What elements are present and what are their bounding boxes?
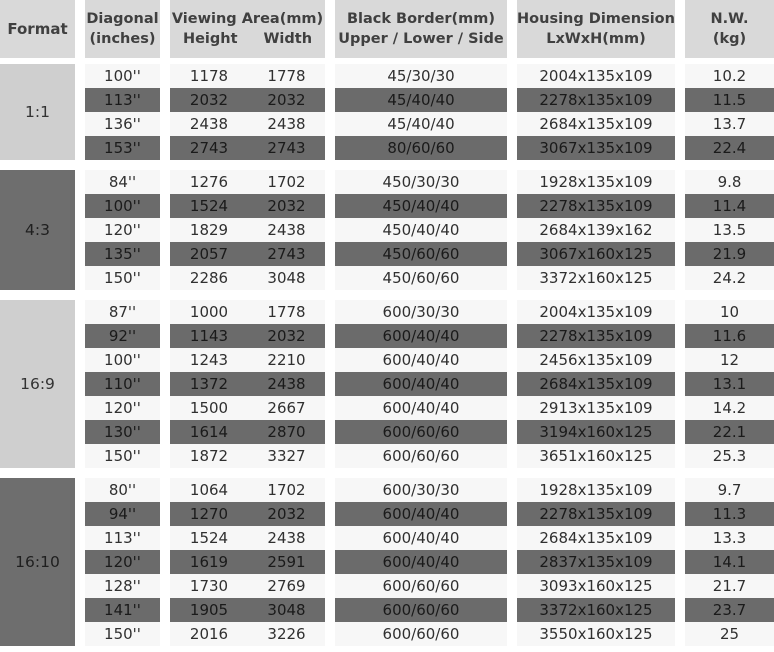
diagonal-cell: 110'' (85, 372, 160, 396)
height-value: 2286 (189, 269, 229, 287)
format-cell: 4:3 (0, 170, 75, 290)
header-nw-line2: (kg) (712, 31, 747, 47)
housing-dimension-cell: 2278x135x109 (517, 194, 675, 218)
header-housing-line2: LxWxH(mm) (546, 31, 646, 47)
black-border-cell: 450/60/60 (335, 266, 507, 290)
width-value: 2438 (267, 529, 306, 547)
height-value: 1524 (189, 197, 229, 215)
diagonal-cell: 100'' (85, 348, 160, 372)
viewing-area-cell (170, 478, 325, 502)
header-housing-dimension (517, 0, 675, 58)
diagonal-cell: 128'' (85, 574, 160, 598)
viewing-area-cell (170, 218, 325, 242)
height-value: 1372 (189, 375, 229, 393)
height-value: 1178 (189, 67, 229, 85)
viewing-area-cell (170, 502, 325, 526)
housing-dimension-cell: 1928x135x109 (517, 170, 675, 194)
height-value: 2057 (189, 245, 229, 263)
housing-dimension-cell: 3067x135x109 (517, 136, 675, 160)
black-border-cell: 600/60/60 (335, 622, 507, 646)
format-cell: 16:9 (0, 300, 75, 468)
viewing-area-cell (170, 242, 325, 266)
net-weight-cell: 12 (685, 348, 774, 372)
housing-dimension-cell: 2684x135x109 (517, 112, 675, 136)
height-value: 1829 (189, 221, 229, 239)
diagonal-cell: 84'' (85, 170, 160, 194)
height-value: 2743 (189, 139, 229, 157)
header-housing-line1: Housing Dimension (517, 11, 675, 27)
black-border-cell: 600/40/40 (335, 324, 507, 348)
viewing-area-cell (170, 396, 325, 420)
housing-dimension-cell: 2837x135x109 (517, 550, 675, 574)
black-border-cell: 450/40/40 (335, 194, 507, 218)
black-border-cell: 600/60/60 (335, 574, 507, 598)
diagonal-cell: 141'' (85, 598, 160, 622)
width-value: 2032 (267, 505, 306, 523)
diagonal-cell: 130'' (85, 420, 160, 444)
header-viewing-area (170, 0, 325, 58)
diagonal-cell: 100'' (85, 194, 160, 218)
diagonal-cell: 87'' (85, 300, 160, 324)
width-value: 2210 (267, 351, 306, 369)
height-value: 1872 (189, 447, 229, 465)
height-value: 1143 (189, 327, 229, 345)
black-border-cell: 600/40/40 (335, 526, 507, 550)
diagonal-cell: 150'' (85, 266, 160, 290)
diagonal-cell: 94'' (85, 502, 160, 526)
viewing-area-cell (170, 348, 325, 372)
viewing-area-cell (170, 324, 325, 348)
diagonal-cell: 150'' (85, 444, 160, 468)
header-border-line2: Upper / Lower / Side (338, 31, 504, 47)
net-weight-cell: 9.8 (685, 170, 774, 194)
diagonal-cell: 120'' (85, 396, 160, 420)
diagonal-cell: 92'' (85, 324, 160, 348)
width-value: 2438 (267, 115, 306, 133)
header-border-line1: Black Border(mm) (346, 11, 496, 27)
viewing-area-cell (170, 574, 325, 598)
housing-dimension-cell: 2684x139x162 (517, 218, 675, 242)
viewing-area-cell (170, 300, 325, 324)
viewing-area-cell (170, 266, 325, 290)
header-net-weight (685, 0, 774, 58)
housing-dimension-cell: 3194x160x125 (517, 420, 675, 444)
net-weight-cell: 10 (685, 300, 774, 324)
width-value: 1778 (267, 67, 306, 85)
height-value: 1730 (189, 577, 229, 595)
housing-dimension-cell: 3372x160x125 (517, 598, 675, 622)
black-border-cell: 450/60/60 (335, 242, 507, 266)
height-value: 1614 (189, 423, 229, 441)
net-weight-cell: 11.4 (685, 194, 774, 218)
height-value: 2032 (189, 91, 229, 109)
housing-dimension-cell: 2278x135x109 (517, 88, 675, 112)
housing-dimension-cell: 2004x135x109 (517, 64, 675, 88)
viewing-area-cell (170, 526, 325, 550)
housing-dimension-cell: 2913x135x109 (517, 396, 675, 420)
width-value: 2870 (267, 423, 306, 441)
black-border-cell: 600/40/40 (335, 396, 507, 420)
width-value: 3048 (267, 601, 306, 619)
viewing-area-cell (170, 88, 325, 112)
header-format (0, 0, 75, 58)
viewing-area-cell (170, 444, 325, 468)
width-value: 2591 (267, 553, 306, 571)
diagonal-cell: 136'' (85, 112, 160, 136)
net-weight-cell: 24.2 (685, 266, 774, 290)
width-value: 2438 (267, 221, 306, 239)
housing-dimension-cell: 2278x135x109 (517, 502, 675, 526)
housing-dimension-cell: 2004x135x109 (517, 300, 675, 324)
diagonal-cell: 153'' (85, 136, 160, 160)
width-value: 2743 (267, 139, 306, 157)
black-border-cell: 45/40/40 (335, 112, 507, 136)
header-width: Width (263, 31, 313, 47)
black-border-cell: 450/40/40 (335, 218, 507, 242)
diagonal-cell: 100'' (85, 64, 160, 88)
black-border-cell: 600/60/60 (335, 444, 507, 468)
width-value: 1778 (267, 303, 306, 321)
viewing-area-cell (170, 112, 325, 136)
net-weight-cell: 14.1 (685, 550, 774, 574)
width-value: 3226 (267, 625, 306, 643)
width-value: 2032 (267, 91, 306, 109)
viewing-area-cell (170, 550, 325, 574)
black-border-cell: 600/40/40 (335, 348, 507, 372)
header-nw-line1: N.W. (710, 11, 749, 27)
net-weight-cell: 13.5 (685, 218, 774, 242)
width-value: 2667 (267, 399, 306, 417)
black-border-cell: 45/40/40 (335, 88, 507, 112)
net-weight-cell: 13.7 (685, 112, 774, 136)
black-border-cell: 600/60/60 (335, 420, 507, 444)
viewing-area-cell (170, 170, 325, 194)
housing-dimension-cell: 3372x160x125 (517, 266, 675, 290)
viewing-area-cell (170, 622, 325, 646)
header-black-border (335, 0, 507, 58)
header-diagonal (85, 0, 160, 58)
net-weight-cell: 11.3 (685, 502, 774, 526)
housing-dimension-cell: 2456x135x109 (517, 348, 675, 372)
black-border-cell: 600/40/40 (335, 372, 507, 396)
black-border-cell: 600/40/40 (335, 550, 507, 574)
housing-dimension-cell: 3067x160x125 (517, 242, 675, 266)
black-border-cell: 80/60/60 (335, 136, 507, 160)
format-cell: 1:1 (0, 64, 75, 160)
net-weight-cell: 11.6 (685, 324, 774, 348)
black-border-cell: 600/30/30 (335, 300, 507, 324)
diagonal-cell: 150'' (85, 622, 160, 646)
width-value: 2032 (267, 327, 306, 345)
diagonal-cell: 120'' (85, 218, 160, 242)
net-weight-cell: 14.2 (685, 396, 774, 420)
net-weight-cell: 13.3 (685, 526, 774, 550)
diagonal-cell: 135'' (85, 242, 160, 266)
net-weight-cell: 10.2 (685, 64, 774, 88)
diagonal-cell: 120'' (85, 550, 160, 574)
diagonal-cell: 80'' (85, 478, 160, 502)
housing-dimension-cell: 2684x135x109 (517, 526, 675, 550)
width-value: 1702 (267, 173, 306, 191)
black-border-cell: 450/30/30 (335, 170, 507, 194)
black-border-cell: 600/40/40 (335, 502, 507, 526)
width-value: 2743 (267, 245, 306, 263)
viewing-area-cell (170, 194, 325, 218)
height-value: 1000 (189, 303, 229, 321)
height-value: 1524 (189, 529, 229, 547)
header-diagonal-line1: Diagonal (86, 11, 159, 27)
viewing-area-cell (170, 420, 325, 444)
net-weight-cell: 9.7 (685, 478, 774, 502)
width-value: 2769 (267, 577, 306, 595)
housing-dimension-cell: 3550x160x125 (517, 622, 675, 646)
width-value: 2032 (267, 197, 306, 215)
net-weight-cell: 13.1 (685, 372, 774, 396)
net-weight-cell: 21.9 (685, 242, 774, 266)
height-value: 1064 (189, 481, 229, 499)
width-value: 3327 (267, 447, 306, 465)
black-border-cell: 45/30/30 (335, 64, 507, 88)
viewing-area-cell (170, 372, 325, 396)
net-weight-cell: 22.1 (685, 420, 774, 444)
width-value: 1702 (267, 481, 306, 499)
viewing-area-cell (170, 64, 325, 88)
height-value: 1276 (189, 173, 229, 191)
height-value: 1243 (189, 351, 229, 369)
height-value: 2016 (189, 625, 229, 643)
header-height: Height (182, 31, 238, 47)
net-weight-cell: 25 (685, 622, 774, 646)
net-weight-cell: 25.3 (685, 444, 774, 468)
housing-dimension-cell: 3093x160x125 (517, 574, 675, 598)
width-value: 3048 (267, 269, 306, 287)
width-value: 2438 (267, 375, 306, 393)
viewing-area-cell (170, 598, 325, 622)
header-diagonal-line2: (inches) (89, 31, 156, 47)
net-weight-cell: 22.4 (685, 136, 774, 160)
diagonal-cell: 113'' (85, 88, 160, 112)
net-weight-cell: 21.7 (685, 574, 774, 598)
housing-dimension-cell: 1928x135x109 (517, 478, 675, 502)
black-border-cell: 600/60/60 (335, 598, 507, 622)
header-format-label: Format (7, 20, 68, 38)
net-weight-cell: 11.5 (685, 88, 774, 112)
format-cell: 16:10 (0, 478, 75, 646)
header-viewing-area-title: Viewing Area(mm) (171, 11, 324, 27)
viewing-area-cell (170, 136, 325, 160)
height-value: 1905 (189, 601, 229, 619)
height-value: 1619 (189, 553, 229, 571)
height-value: 2438 (189, 115, 229, 133)
housing-dimension-cell: 2684x135x109 (517, 372, 675, 396)
diagonal-cell: 113'' (85, 526, 160, 550)
net-weight-cell: 23.7 (685, 598, 774, 622)
black-border-cell: 600/30/30 (335, 478, 507, 502)
height-value: 1500 (189, 399, 229, 417)
housing-dimension-cell: 3651x160x125 (517, 444, 675, 468)
height-value: 1270 (189, 505, 229, 523)
housing-dimension-cell: 2278x135x109 (517, 324, 675, 348)
